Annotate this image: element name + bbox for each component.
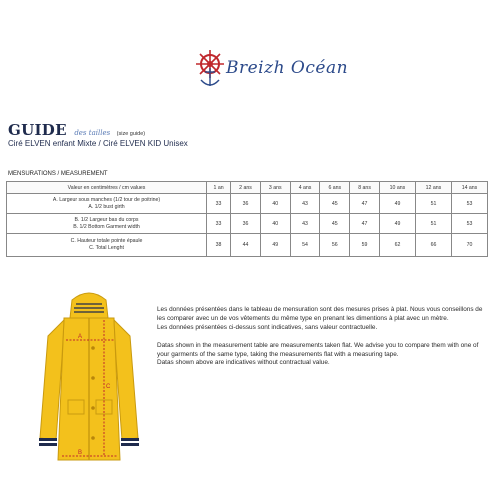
product-subtitle: Ciré ELVEN enfant Mixte / Ciré ELVEN KID Unisex (8, 139, 188, 148)
table-cell: 36 (231, 194, 261, 214)
marker-c: C (106, 384, 111, 390)
table-header-label: Valeur en centimètres / cm values (7, 182, 207, 194)
guide-cursive: des tailles (74, 129, 111, 137)
row-label (7, 194, 207, 214)
table-cell: 45 (320, 194, 350, 214)
guide-heading: GUIDE (8, 121, 67, 139)
table-header-row (7, 182, 488, 194)
info-en-paragraph-1: Datas shown in the measurement table are measurements taken flat. We advise you to compare them with one of your garments of the same type, taking the measurements flat with a measuring tape. (157, 341, 479, 358)
row-label-fr: B. 1/2 Largeur bas du corps (74, 216, 139, 223)
table-cell: 38 (207, 234, 231, 257)
info-en-paragraph-2: Datas shown above are indicatives without contractual value. (157, 359, 330, 367)
column-header: 12 ans (415, 182, 451, 194)
table-cell: 62 (379, 234, 415, 257)
raincoat-illustration (34, 288, 144, 478)
table-cell: 66 (415, 234, 451, 257)
info-fr-paragraph-1: Les données présentées dans le tableau de mensuration sont des mesures prises à plat. Nous vous conseillons de les comparer avec un de vos vêtements du même type en prenant les dimentions à plat avec un mètre. (157, 306, 483, 322)
column-header: 8 ans (350, 182, 380, 194)
table-cell: 70 (451, 234, 487, 257)
guide-note: (size guide) (116, 131, 146, 137)
row-label-en: B. 1/2 Bottom Garment width (73, 223, 140, 230)
measurement-table (6, 181, 488, 257)
table-row (7, 214, 488, 234)
guide-title (8, 121, 145, 140)
row-label-en: A. 1/2 bust girth (88, 203, 125, 210)
table-cell: 47 (350, 194, 380, 214)
marker-b: B (78, 450, 83, 456)
table-cell: 59 (350, 234, 380, 257)
table-cell: 51 (415, 194, 451, 214)
table-cell: 36 (231, 214, 261, 234)
marker-a: A (78, 334, 83, 340)
column-header: 2 ans (231, 182, 261, 194)
table-cell: 44 (231, 234, 261, 257)
table-cell: 40 (260, 214, 290, 234)
brand-logo (192, 46, 349, 96)
table-cell: 43 (290, 214, 320, 234)
table-cell: 33 (207, 214, 231, 234)
info-fr-paragraph-2: Les données présentées ci-dessus sont indicatives, sans valeur contractuelle. (157, 323, 378, 331)
section-label: MENSURATIONS / MEASUREMENT (8, 171, 108, 177)
table-cell: 54 (290, 234, 320, 257)
table-cell: 47 (350, 214, 380, 234)
row-label-fr: A. Largeur sous manches (1/2 tour de poitrine) (52, 196, 161, 203)
table-cell: 53 (451, 214, 487, 234)
row-label-fr: C. Hauteur totale pointe épaule (70, 238, 143, 244)
column-header: 14 ans (451, 182, 487, 194)
table-cell: 45 (320, 214, 350, 234)
table-cell: 49 (260, 234, 290, 257)
row-label (7, 214, 207, 234)
table-cell: 49 (379, 194, 415, 214)
column-header: 10 ans (379, 182, 415, 194)
column-header: 6 ans (320, 182, 350, 194)
column-header: 1 an (207, 182, 231, 194)
table-cell: 56 (320, 234, 350, 257)
row-label-en: C. Total Lenght (89, 245, 124, 251)
table-cell: 51 (415, 214, 451, 234)
row-label (7, 234, 207, 257)
raincoat-image (34, 288, 144, 478)
table-row (7, 234, 488, 257)
table-cell: 33 (207, 194, 231, 214)
table-cell: 40 (260, 194, 290, 214)
info-text (157, 306, 492, 368)
table-cell: 53 (451, 194, 487, 214)
table-row (7, 194, 488, 214)
column-header: 3 ans (260, 182, 290, 194)
brand-name: Breizh Océan (226, 58, 349, 78)
column-header: 4 ans (290, 182, 320, 194)
table-cell: 49 (379, 214, 415, 234)
table-cell: 43 (290, 194, 320, 214)
